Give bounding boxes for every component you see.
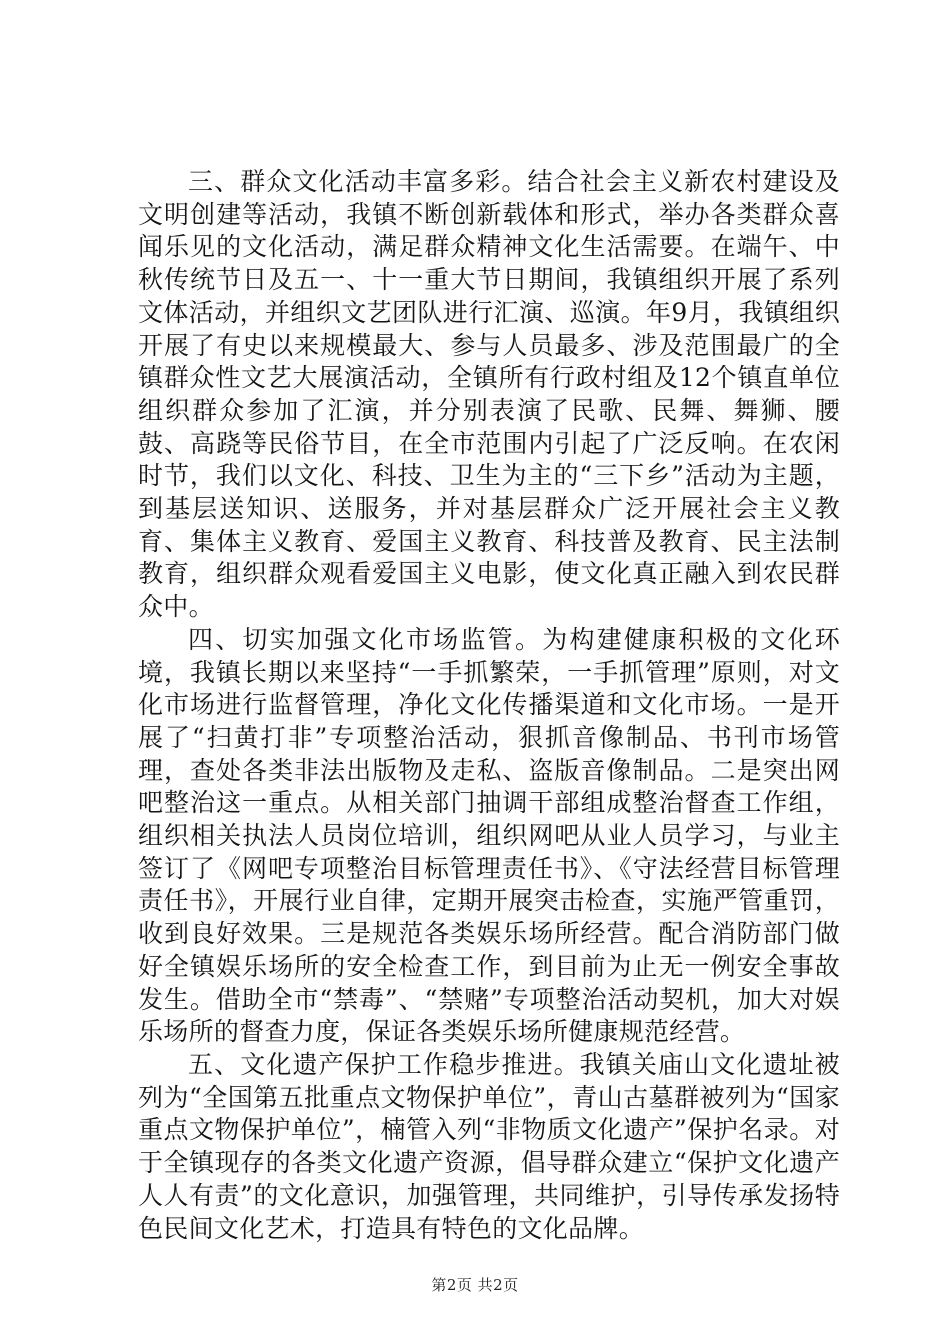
paragraph-market-supervision: 四、切实加强文化市场监管。为构建健康积极的文化环境，我镇长期以来坚持“一手抓繁荣，一手抓管理”原则，对文化市场进行监督管理，净化文化传播渠道和文化市场。一是开展了“扫黄打非”专项整治活动，狠抓音像制品、书刊市场管理，查处各类非法出版物及走私、盗版音像制品。二是突出网吧整治这一重点。从相关部门抽调干部组成整治督查工作组，组织相关执法人员岗位培训，组织网吧从业人员学习，与业主签订了《网吧专项整治目标管理责任书》、《守法经营目标管理责任书》，开展行业自律，定期开展突击检查，实施严管重罚，收到良好效果。三是规范各类娱乐场所经营。配合消防部门做好全镇娱乐场所的安全检查工作，到目前为止无一例安全事故发生。借助全市“禁毒”、“禁赌”专项整治活动契机，加大对娱乐场所的督查力度，保证各类娱乐场所健康规范经营。 bbox=[138, 624, 840, 1047]
page-number-footer: 第2页 共2页 bbox=[431, 1276, 519, 1294]
paragraph-heritage-protection: 五、文化遗产保护工作稳步推进。我镇关庙山文化遗址被列为“全国第五批重点文物保护单位”，青山古墓群被列为“国家重点文物保护单位”，楠管入列“非物质文化遗产”保护名录。对于全镇现存的各类文化遗产资源，倡导群众建立“保护文化遗产人人有责”的文化意识，加强管理，共同维护，引导传承发扬特色民间文化艺术，打造具有特色的文化品牌。 bbox=[138, 1049, 840, 1243]
paragraph-mass-culture: 三、群众文化活动丰富多彩。结合社会主义新农村建设及文明创建等活动，我镇不断创新载体和形式，举办各类群众喜闻乐见的文化活动，满足群众精神文化生活需要。在端午、中秋传统节日及五一、十一重大节日期间，我镇组织开展了系列文体活动，并组织文艺团队进行汇演、巡演。年9月，我镇组织开展了有史以来规模最大、参与人员最多、涉及范围最广的全镇群众性文艺大展演活动，全镇所有行政村组及12个镇直单位组织群众参加了汇演，并分别表演了民歌、民舞、舞狮、腰鼓、高跷等民俗节目，在全市范围内引起了广泛反响。在农闲时节，我们以文化、科技、卫生为主的“三下乡”活动为主题，到基层送知识、送服务，并对基层群众广泛开展社会主义教育、集体主义教育、爱国主义教育、科技普及教育、民主法制教育，组织群众观看爱国主义电影，使文化真正融入到农民群众中。 bbox=[138, 167, 840, 622]
document-body bbox=[138, 166, 840, 1245]
